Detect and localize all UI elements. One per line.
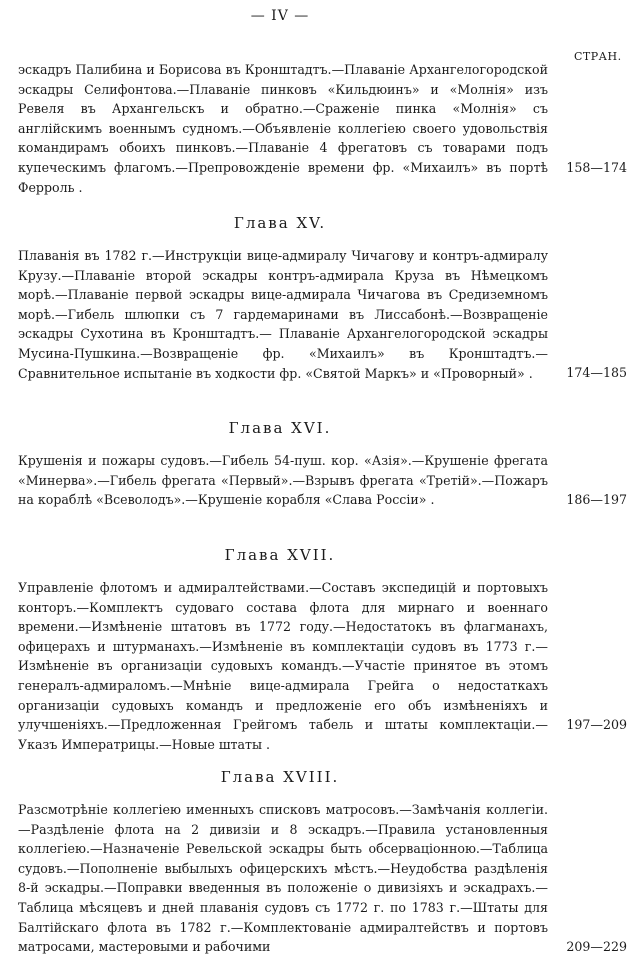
chapter-heading: Глава XVI. <box>228 419 332 437</box>
section-text: эскадръ Палибина и Борисова въ Кронштадтъ.—Плаваніе Архангелогородской эскадры Селифонтова.—Плаваніе пинковъ «Кильдюинъ» и «Молнія» изъ Ревеля въ Архангельскъ и обратно.—Сраженіе пинка «Молнія» съ англійскимъ военнымъ судномъ.—Объявленіе коллегіею своего удовольствія командирамъ обоихъ пинковъ.—Плаваніе 4 фрегатовъ съ товарами подъ купеческимъ флагомъ.—Препровожденіе времени фр. «Михаилъ» въ портѣ Ферроль . <box>18 62 548 195</box>
chapter-heading: Глава XVIII. <box>220 768 340 786</box>
section-pages: 186—197 <box>566 492 627 507</box>
chapter-heading: Глава XV. <box>233 214 327 232</box>
pages-column-label: СТРАН. <box>574 50 622 63</box>
page-number: — IV — <box>250 8 310 24</box>
section-pages: 158—174 <box>566 160 627 175</box>
section-pages: 209—229 <box>566 939 627 954</box>
section-text: Разсмотрѣніе коллегіею именныхъ списковъ матросовъ.—Замѣчанія коллегіи.—Раздѣленіе флота на 2 дивизіи и 8 эскадръ.—Правила установленныя коллегіею.—Назначеніе Ревельской эскадры быть обсерваціонною.—Таблица судовъ.—Пополненіе выбылыхъ офицерскихъ мѣстъ.—Неудобства раздѣленія 8-й эскадры.—Поправки введенныя въ положеніе о дивизіяхъ и эскадрахъ.—Таблица мѣсяцевъ и дней плаванія судовъ съ 1772 г. по 1783 г.—Штаты для Балтійскаго флота въ 1782 г.—Комплектованіе адмиралтействъ и портовъ матросами, мастеровыми и рабочими <box>18 802 548 955</box>
section-pages: 174—185 <box>566 365 627 380</box>
section-pages: 197—209 <box>566 717 627 732</box>
section-text: Управленіе флотомъ и адмиралтействами.—Составъ экспедицій и портовыхъ конторъ.—Комплектъ судоваго состава флота для мирнаго и военнаго времени.—Измѣненіе штатовъ въ 1772 году.—Недостатокъ въ флагманахъ, офицерахъ и штурманахъ.—Измѣненіе въ комплектаціи судовъ въ 1773 г.—Измѣненіе въ организаціи судовыхъ командъ.—Участіе принятое въ этомъ генералъ-адмираломъ.—Мнѣніе вице-адмирала Грейга о недостаткахъ организаціи судовыхъ командъ и предложеніе его объ измѣненіяхъ и улучшеніяхъ.—Предложенная Грейгомъ табель и штаты комплектаціи.—Указъ Императрицы.—Новые штаты . <box>18 580 548 752</box>
section-text: Крушенія и пожары судовъ.—Гибель 54-пуш. кор. «Азія».—Крушеніе фрегата «Минерва».—Гибель фрегата «Первый».—Взрывъ фрегата «Третій».—Пожаръ на кораблѣ «Всеволодъ».—Крушеніе корабля «Слава Россіи» . <box>18 453 548 508</box>
section-text: Плаванія въ 1782 г.—Инструкціи вице-адмиралу Чичагову и контръ-адмиралу Крузу.—Плаваніе второй эскадры контръ-адмирала Круза въ Нѣмецкомъ морѣ.—Плаваніе первой эскадры вице-адмирала Чичагова въ Средиземномъ морѣ.—Гибель шлюпки съ 7 гардемаринами въ Лиссабонѣ.—Возвращеніе эскадры Сухотина въ Кронштадтъ.— Плаваніе Архангелогородской эскадры Мусина-Пушкина.—Возвращеніе фр. «Михаилъ» въ Кронштадтъ.—Сравнительное испытаніе въ ходкости фр. «Святой Маркъ» и «Проворный» . <box>18 248 548 381</box>
chapter-heading: Глава XVII. <box>224 546 336 564</box>
